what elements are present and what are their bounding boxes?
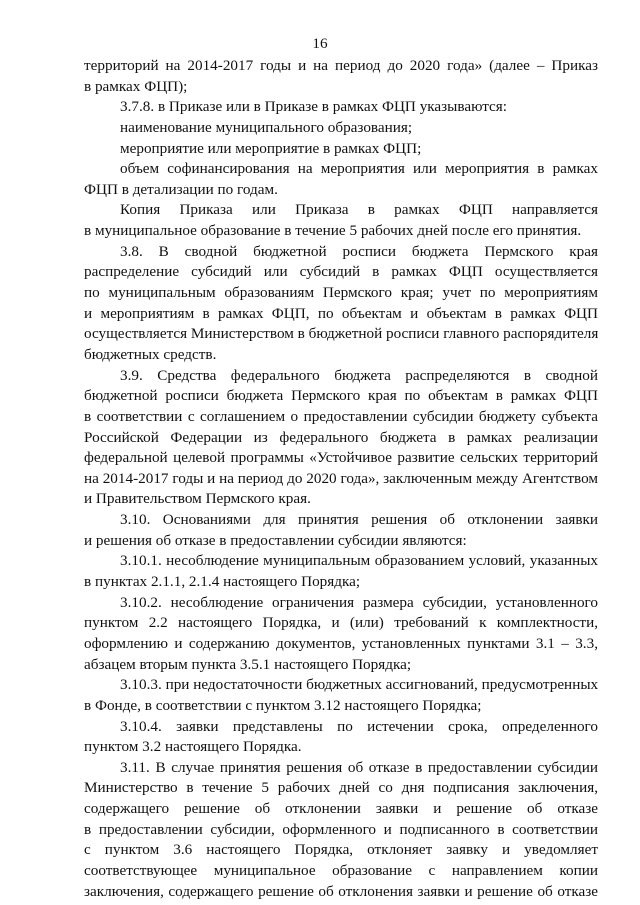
text-line: оформлению и содержанию документов, установленных пунктами 3.1 – 3.3, [84,634,598,652]
text-line: в Фонде, в соответствии с пунктом 3.12 настоящего Порядка; [84,696,482,714]
text-line: наименование муниципального образования; [120,118,413,136]
text-line: 3.9. Средства федерального бюджета распределяются в сводной [120,366,598,384]
text-line: в рамках ФЦП); [84,77,188,95]
page-number: 16 [312,35,328,52]
text-line: Копия Приказа или Приказа в рамках ФЦП направляется [120,201,598,219]
text-line: содержащего решение об отклонении заявки и решение об отказе [84,800,598,818]
text-line: на 2014-2017 годы и на период до 2020 года», заключенным между Агентством [84,469,598,487]
text-line: заключения, содержащего решение об отклонения заявки и решение об отказе [84,882,598,900]
text-line: в пунктах 2.1.1, 2.1.4 настоящего Порядка; [84,573,361,591]
text-line: и решения об отказе в предоставлении субсидии являются: [84,531,467,549]
text-line: в муниципальное образование в течение 5 рабочих дней после его принятия. [84,222,582,240]
text-line: 3.10. Основаниями для принятия решения об отклонении заявки [120,511,598,529]
text-line: в предоставлении субсидии, оформленного и подписанного в соответствии [84,820,598,838]
text-line: ФЦП в детализации по годам. [84,180,278,198]
text-line: Министерство в течение 5 рабочих дней со дня подписания заключения, [84,779,598,797]
text-line: абзацем вторым пункта 3.5.1 настоящего Порядка; [84,655,412,673]
text-line: пунктом 2.2 настоящего Порядка, и (или) требований к комплектности, [84,614,598,632]
text-line: территорий на 2014-2017 годы и на период до 2020 года» (далее – Приказ [84,57,598,74]
text-line: Российской Федерации из федерального бюджета в рамках реализации [84,428,598,446]
text-line: осуществляется Министерством в бюджетной росписи главного распорядителя [84,325,598,343]
text-line: с пунктом 3.6 настоящего Порядка, отклоняет заявку и уведомляет [84,841,598,859]
text-line: 3.10.3. при недостаточности бюджетных ассигнований, предусмотренных [120,676,598,694]
text-line: объем софинансирования на мероприятия или мероприятия в рамках [120,160,598,178]
text-line: в соответствии с соглашением о предоставлении субсидии бюджету субъекта [84,407,598,425]
text-line: бюджетной росписи бюджета Пермского края по объектам в рамках ФЦП [84,387,598,405]
text-line: и мероприятиям в рамках ФЦП, по объектам и объектам в рамках ФЦП [84,304,598,322]
text-line: распределение субсидий или субсидий в рамках ФЦП осуществляется [84,263,598,281]
text-line: 3.10.1. несоблюдение муниципальным образованием условий, указанных [120,552,598,570]
text-line: 3.10.2. несоблюдение ограничения размера субсидии, установленного [120,593,598,611]
text-line: федеральной целевой программы «Устойчивое развитие сельских территорий [84,449,598,467]
text-line: соответствующее муниципальное образование с направлением копии [84,861,598,879]
document-body [84,56,598,902]
text-line: 3.11. В случае принятия решения об отказе в предоставлении субсидии [120,758,598,776]
text-line: 3.8. В сводной бюджетной росписи бюджета Пермского края [120,242,598,260]
text-line: бюджетных средств. [84,345,217,363]
text-line: по муниципальным образованиям Пермского края; учет по мероприятиям [84,284,598,302]
text-line: мероприятие или мероприятие в рамках ФЦП; [120,139,422,157]
text-line: и Правительством Пермского края. [84,490,311,508]
text-line: 3.7.8. в Приказе или в Приказе в рамках ФЦП указываются: [120,98,508,116]
text-line: 3.10.4. заявки представлены по истечении срока, определенного [120,717,598,735]
text-line: пунктом 3.2 настоящего Порядка. [84,738,302,756]
